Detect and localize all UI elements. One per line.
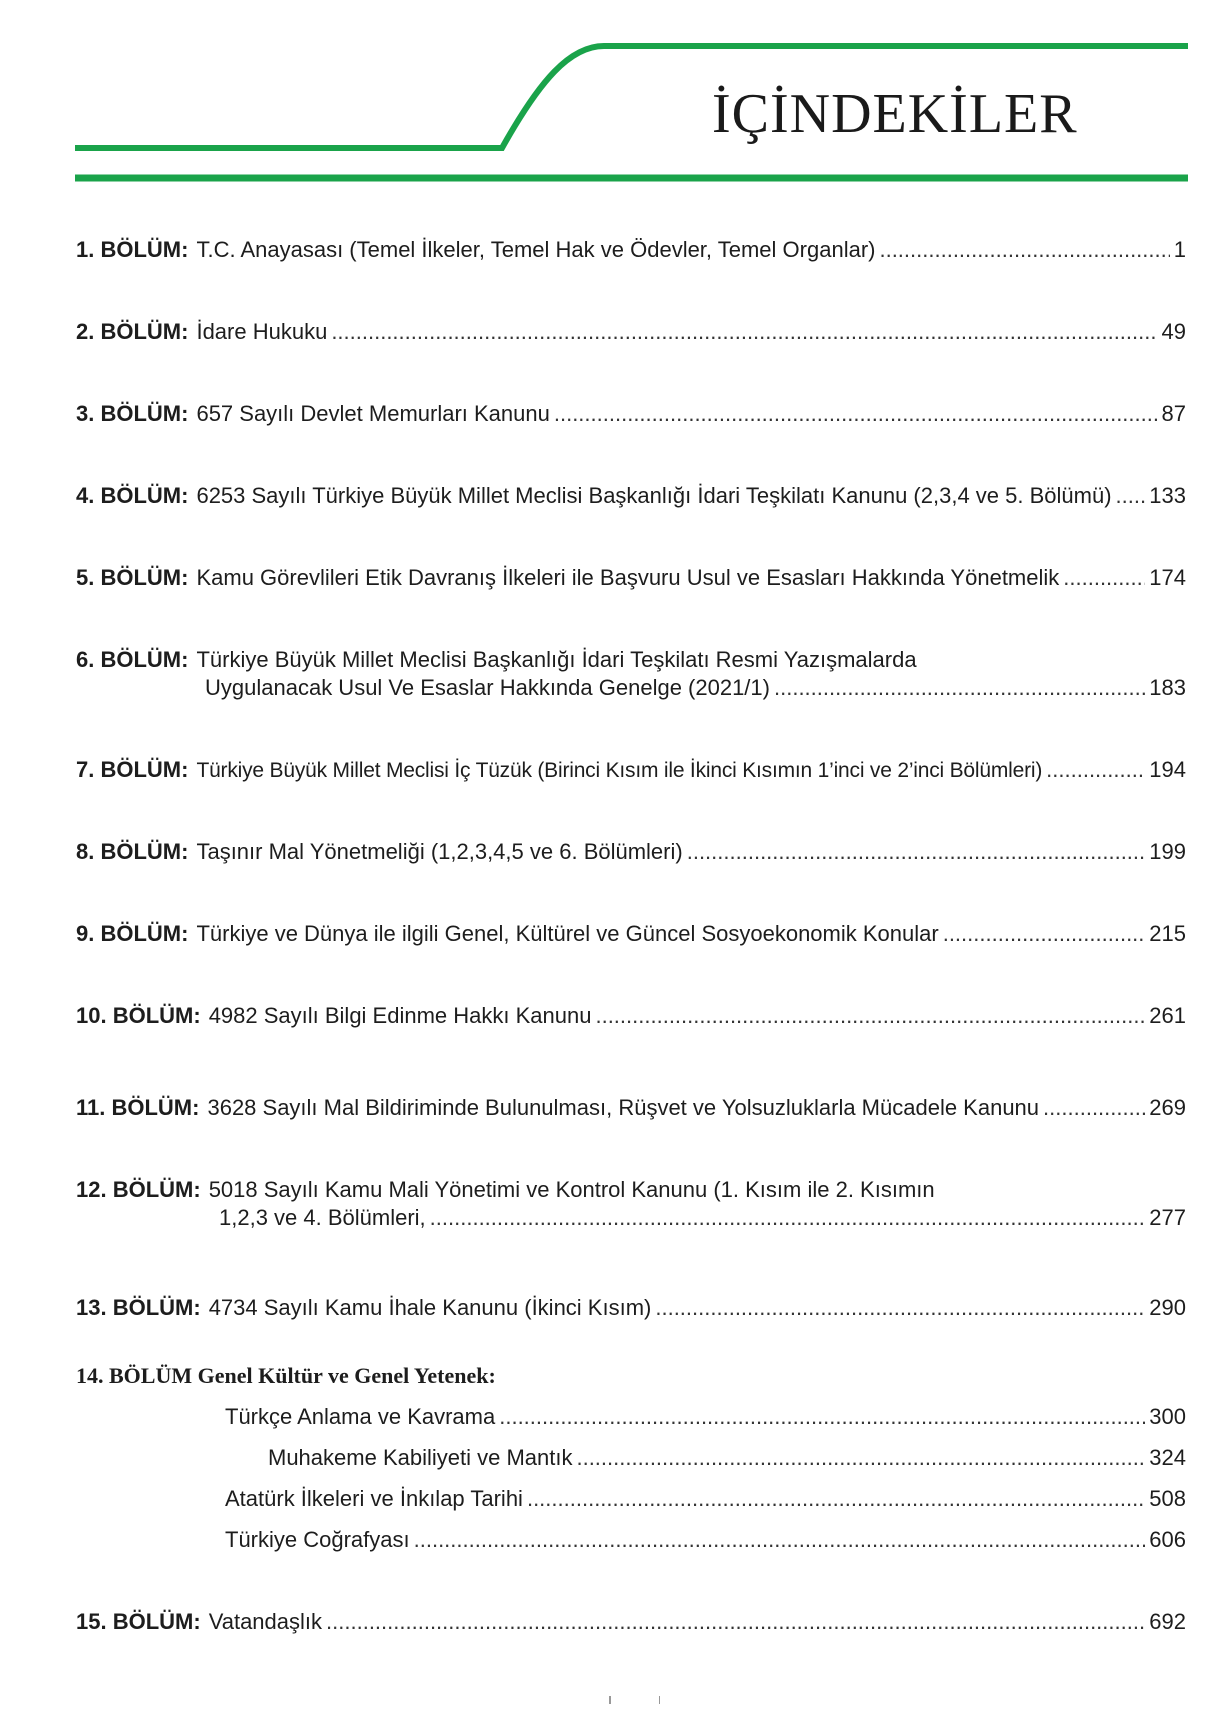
chapter-number: 10. BÖLÜM: <box>76 1003 201 1028</box>
chapter-number: 12. BÖLÜM: <box>76 1177 201 1202</box>
section-14-heading: 14. BÖLÜM Genel Kültür ve Genel Yetenek: <box>76 1363 496 1388</box>
page-number: 1 <box>1173 237 1186 262</box>
chapter-title: Türkiye Büyük Millet Meclisi Başkanlığı İdari Teşkilatı Resmi Yazışmalarda <box>196 647 917 672</box>
toc-entry[interactable] <box>76 1176 1186 1232</box>
toc-entry[interactable] <box>76 1294 1186 1322</box>
dot-leader <box>1043 1094 1145 1122</box>
dot-leader <box>430 1204 1146 1232</box>
page-number: 49 <box>1161 319 1186 344</box>
dot-leader <box>1046 756 1145 784</box>
toc-entry[interactable] <box>76 1002 1186 1030</box>
page-number: 508 <box>1149 1486 1186 1511</box>
chapter-title: 4982 Sayılı Bilgi Edinme Hakkı Kanunu <box>208 1003 592 1028</box>
subentry-title: Atatürk İlkeleri ve İnkılap Tarihi <box>225 1486 523 1511</box>
chapter-title: 3628 Sayılı Mal Bildiriminde Bulunulması, Rüşvet ve Yolsuzluklarla Mücadele Kanunu <box>207 1095 1040 1120</box>
chapter-number: 7. BÖLÜM: <box>76 757 189 782</box>
page-number: 199 <box>1149 839 1186 864</box>
toc-entry[interactable] <box>76 1094 1186 1122</box>
dot-leader <box>879 236 1169 264</box>
chapter-number: 8. BÖLÜM: <box>76 839 189 864</box>
dot-leader <box>326 1608 1145 1636</box>
chapter-title: Kamu Görevlileri Etik Davranış İlkeleri ile Başvuru Usul ve Esasları Hakkında Yönetmelik <box>196 565 1060 590</box>
chapter-title: 6253 Sayılı Türkiye Büyük Millet Meclisi Başkanlığı İdari Teşkilatı Kanunu (2,3,4 ve 5. Bölümü) <box>196 483 1112 508</box>
toc-subentry[interactable] <box>268 1444 1186 1472</box>
page-number: 133 <box>1149 483 1186 508</box>
dot-leader <box>331 318 1157 346</box>
toc-entry[interactable] <box>76 646 1186 702</box>
chapter-number: 3. BÖLÜM: <box>76 401 189 426</box>
toc-entry[interactable] <box>76 564 1186 592</box>
chapter-number: 9. BÖLÜM: <box>76 921 189 946</box>
toc-entry[interactable] <box>76 756 1186 785</box>
page-number: 261 <box>1149 1003 1186 1028</box>
chapter-number: 4. BÖLÜM: <box>76 483 189 508</box>
chapter-number: 6. BÖLÜM: <box>76 647 189 672</box>
chapter-number: 5. BÖLÜM: <box>76 565 189 590</box>
chapter-title-continued: Uygulanacak Usul Ve Esaslar Hakkında Genelge (2021/1) <box>205 675 770 700</box>
chapter-number: 15. BÖLÜM: <box>76 1609 201 1634</box>
subentry-title: Türkiye Coğrafyası <box>225 1527 410 1552</box>
dot-leader <box>595 1002 1145 1030</box>
toc-entry[interactable] <box>76 236 1186 264</box>
subentry-title: Türkçe Anlama ve Kavrama <box>225 1404 496 1429</box>
subentry-title: Muhakeme Kabiliyeti ve Mantık <box>268 1445 573 1470</box>
page-number: 183 <box>1149 675 1186 700</box>
page-number: 174 <box>1149 565 1186 590</box>
dot-leader <box>1116 482 1146 510</box>
chapter-title: T.C. Anayasası (Temel İlkeler, Temel Hak ve Ödevler, Temel Organlar) <box>196 237 876 262</box>
chapter-title: 4734 Sayılı Kamu İhale Kanunu (İkinci Kısım) <box>208 1295 652 1320</box>
toc-entry[interactable] <box>76 400 1186 428</box>
chapter-title: 657 Sayılı Devlet Memurları Kanunu <box>196 401 550 426</box>
dot-leader <box>414 1526 1146 1554</box>
page-number: 194 <box>1149 757 1186 782</box>
chapter-title: Vatandaşlık <box>208 1609 323 1634</box>
page-number: 277 <box>1149 1205 1186 1230</box>
crop-marks <box>600 1696 660 1706</box>
dot-leader <box>943 920 1146 948</box>
dot-leader <box>527 1485 1145 1513</box>
chapter-number: 13. BÖLÜM: <box>76 1295 201 1320</box>
chapter-title: Türkiye Büyük Millet Meclisi İç Tüzük (Birinci Kısım ile İkinci Kısımın 1’inci ve 2’inci Bölümleri) <box>196 759 1043 782</box>
dot-leader <box>687 838 1146 866</box>
chapter-title: Türkiye ve Dünya ile ilgili Genel, Kültürel ve Güncel Sosyoekonomik Konular <box>196 921 939 946</box>
page-number: 324 <box>1149 1445 1186 1470</box>
page-number: 87 <box>1161 401 1186 426</box>
chapter-title: 5018 Sayılı Kamu Mali Yönetimi ve Kontrol Kanunu (1. Kısım ile 2. Kısımın <box>208 1177 935 1202</box>
page-number: 215 <box>1149 921 1186 946</box>
page-number: 269 <box>1149 1095 1186 1120</box>
toc-entry[interactable] <box>76 318 1186 346</box>
page-number: 290 <box>1149 1295 1186 1320</box>
dot-leader <box>1063 564 1145 592</box>
chapter-number: 11. BÖLÜM: <box>76 1095 200 1120</box>
dot-leader <box>774 674 1145 702</box>
toc-entry[interactable] <box>76 920 1186 948</box>
toc-subentry[interactable] <box>225 1526 1186 1554</box>
page-number: 606 <box>1149 1527 1186 1552</box>
dot-leader <box>499 1403 1145 1431</box>
chapter-title: İdare Hukuku <box>196 319 328 344</box>
chapter-title: Taşınır Mal Yönetmeliği (1,2,3,4,5 ve 6. Bölümleri) <box>196 839 683 864</box>
dot-leader <box>576 1444 1145 1472</box>
dot-leader <box>554 400 1158 428</box>
toc-subentry[interactable] <box>225 1485 1186 1513</box>
page-number: 300 <box>1149 1404 1186 1429</box>
toc-entry[interactable] <box>76 838 1186 866</box>
toc-entry[interactable] <box>76 482 1186 510</box>
toc-entry[interactable] <box>76 1608 1186 1636</box>
chapter-number: 1. BÖLÜM: <box>76 237 189 262</box>
toc-subentry[interactable] <box>225 1403 1186 1431</box>
page-title: İÇİNDEKİLER <box>712 83 1078 145</box>
chapter-title-continued: 1,2,3 ve 4. Bölümleri, <box>219 1205 426 1230</box>
dot-leader <box>655 1294 1145 1322</box>
chapter-number: 2. BÖLÜM: <box>76 319 189 344</box>
page-number: 692 <box>1149 1609 1186 1634</box>
